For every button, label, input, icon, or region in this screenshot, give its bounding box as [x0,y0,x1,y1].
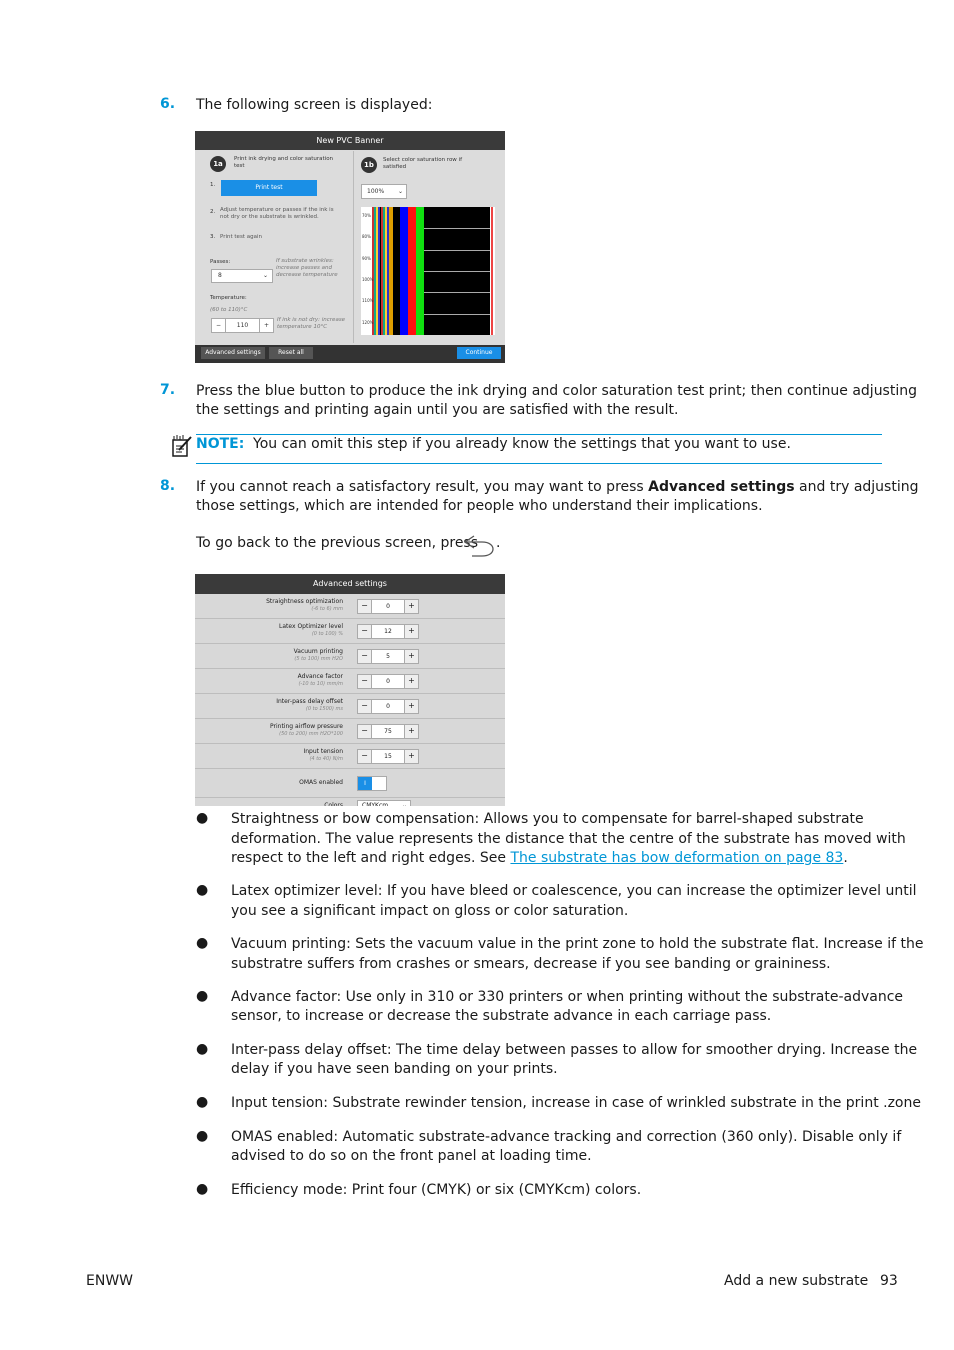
colors-value: CMYKcm [362,802,389,806]
back-arrow-icon [462,532,496,558]
heading-1b: Select color saturation row if satisfied [383,157,463,170]
go-back-period: . [496,535,501,551]
note-pencil-icon [171,434,193,458]
bullet-symbol: ● [196,1181,209,1197]
sub-step-2-number: 2. [210,209,216,215]
bullet-6-line-1: Input tension: Substrate rewinder tension, increase in case of wrinkled substrate in the print .zone [231,1095,921,1111]
setting-range: (-10 to 10) mm/m [298,681,343,687]
saturation-row-label: 110% [362,298,374,304]
bullet-2-line-1: Latex optimizer level: If you have bleed or coalescence, you can increase the optimizer level until [231,883,917,899]
decrement-button[interactable]: − [357,749,372,764]
bullet-symbol: ● [196,988,209,1004]
bullet-5-line-1: Inter-pass delay offset: The time delay between passes to allow for smoother drying. Increase the [231,1042,918,1058]
saturation-row-separator [424,314,490,315]
setting-value-input[interactable]: 15 [371,749,405,764]
advanced-settings-title: Advanced settings [195,574,505,594]
note-label: NOTE: [196,436,245,452]
chevron-down-icon: ⌄ [401,802,407,806]
setting-label: Latex Optimizer level [279,623,343,630]
bullet-symbol: ● [196,935,209,951]
setting-value-input[interactable]: 12 [371,624,405,639]
bullet-symbol: ● [196,810,209,826]
sub-step-2-text: Adjust temperature or passes if the ink is not dry or the substrate is wrinkled. [220,207,334,220]
setting-range: (0 to 100) % [311,631,343,637]
setting-value-input[interactable]: 5 [371,649,405,664]
saturation-row-separator [424,271,490,272]
setting-row [195,594,505,619]
increment-button[interactable]: + [404,624,419,639]
decrement-button[interactable]: − [357,624,372,639]
bullet-3-line-2: substratre suffers from crashes or smears, decrease if you see banding or graininess. [231,956,831,972]
setting-value-input[interactable]: 0 [371,674,405,689]
setting-row [195,669,505,694]
setting-row [195,719,505,744]
bullet-3-line-1: Vacuum printing: Sets the vacuum value in the print zone to hold the substrate flat. Increase if the [231,936,924,952]
bullet-4-line-1: Advance factor: Use only in 310 or 330 printers or when printing without the substrate-advance [231,989,904,1005]
step-7-line-2: the settings and printing again until you are satisfied with the result. [196,402,679,418]
setting-range: (-6 to 6) mm [311,606,343,612]
step-8-line-1 [196,478,918,498]
footer-section-title: Add a new substrate [724,1273,869,1289]
step-number-8: 8. [160,478,176,494]
omas-label: OMAS enabled [299,779,343,786]
decrement-button[interactable]: − [357,649,372,664]
sub-step-1-number: 1. [210,182,216,188]
temperature-decrement-button[interactable]: − [211,318,226,333]
increment-button[interactable]: + [404,599,419,614]
step-number-7: 7. [160,382,176,398]
saturation-value: 100% [367,188,385,195]
bullet-1-line-1: Straightness or bow compensation: Allows you to compensate for barrel-shaped substrate [231,811,864,827]
ink-stripe-blue [400,207,408,335]
chevron-down-icon: ⌄ [262,272,268,279]
bullet-1-line-3-post: . [843,850,848,866]
decrement-button[interactable]: − [357,699,372,714]
step-1a-badge: 1a [210,156,226,172]
increment-button[interactable]: + [404,724,419,739]
saturation-row-label: 70% [362,213,371,218]
setting-row [195,694,505,719]
saturation-row-separator [424,250,490,251]
ink-stripe-black [393,207,400,335]
bullet-8-line-1: Efficiency mode: Print four (CMYK) or six (CMYKcm) colors. [231,1182,642,1198]
step-8-pre: If you cannot reach a satisfactory result, you may want to press [196,479,649,495]
setting-row [195,644,505,669]
setting-row [195,619,505,644]
setting-value-input[interactable]: 0 [371,599,405,614]
decrement-button[interactable]: − [357,724,372,739]
advanced-settings-screenshot [195,574,505,806]
passes-value: 8 [218,272,222,279]
bullet-symbol: ● [196,1128,209,1144]
saturation-row-label: 100% [362,277,374,282]
step-6-text: The following screen is displayed: [196,97,433,113]
go-back-text: To go back to the previous screen, press [196,535,479,551]
ink-stripe-red [408,207,416,335]
step-8-bold: Advanced settings [648,479,795,495]
passes-dropdown[interactable] [211,269,273,283]
ink-edge-line [491,207,493,335]
colors-row [195,800,505,806]
bullet-1-line-3-pre: respect to the left and right edges. See [231,850,511,866]
passes-label: Passes: [210,259,231,265]
temperature-label: Temperature: [210,295,247,301]
setting-label: Printing airflow pressure [270,723,343,730]
temperature-hint: If ink is not dry: increase temperature 10°C [277,317,346,330]
new-pvc-banner-screenshot [195,131,505,363]
bullet-1-line-3 [231,849,848,869]
page-number: 93 [880,1273,898,1289]
passes-hint: If substrate wrinkles: increase passes and decrease temperature [276,258,338,278]
omas-toggle[interactable] [357,776,387,791]
heading-1a: Print ink drying and color saturation test [234,156,334,169]
temperature-range: (60 to 110)°C [210,307,248,313]
column-divider [353,151,354,343]
decrement-button[interactable]: − [357,674,372,689]
saturation-row-separator [424,292,490,293]
omas-row [195,769,505,798]
setting-row [195,744,505,769]
saturation-row-label: 90% [362,255,371,261]
screen-title: New PVC Banner [195,131,505,150]
setting-range: (5 to 100) mm H2O [294,656,343,662]
ink-stripe-mixed [372,207,389,335]
test-print-preview [361,207,495,335]
bullet-symbol: ● [196,882,209,898]
colors-label: Colors [324,802,343,806]
setting-label: Advance factor [297,673,343,680]
saturation-row-separator [424,228,490,229]
step-8-line-2: those settings, which are intended for people who understand their implications. [196,498,763,514]
setting-label: Inter-pass delay offset [276,698,343,705]
sub-step-3-text: Print test again [220,234,262,240]
bullet-5-line-2: delay if you have seen banding on your prints. [231,1061,558,1077]
saturation-row-label: 120% [362,319,374,325]
continue-button[interactable]: Continue [457,347,501,359]
bullet-1-line-2: deformation. The value represents the distance that the centre of the substrate has moved with [231,831,906,847]
increment-button[interactable]: + [404,749,419,764]
step-8-post: and try adjusting [794,479,919,495]
reset-all-button[interactable]: Reset all [269,347,313,359]
sub-step-3-number: 3. [210,234,216,240]
setting-value-input[interactable]: 0 [371,699,405,714]
setting-range: (0 to 1500) ms [305,706,343,712]
bullet-7-line-2: advised to do so on the front panel at loading time. [231,1148,592,1164]
increment-button[interactable]: + [404,674,419,689]
saturation-row-label: 80% [362,234,371,240]
bullet-2-line-2: you see a significant impact on gloss or color saturation. [231,903,629,919]
advanced-settings-button[interactable]: Advanced settings [201,347,265,359]
step-number-6: 6. [160,96,176,112]
increment-button[interactable]: + [404,699,419,714]
setting-range: (50 to 200) mm H2O*100 [279,731,343,737]
decrement-button[interactable]: − [357,599,372,614]
bullet-symbol: ● [196,1041,209,1057]
setting-label: Vacuum printing [293,648,343,655]
note-text: You can omit this step if you already know the settings that you want to use. [253,436,791,452]
setting-label: Input tension [303,748,343,755]
bullet-symbol: ● [196,1094,209,1110]
saturation-dropdown[interactable] [361,184,407,199]
note-bottom-rule [196,463,882,464]
footer-left: ENWW [86,1273,134,1289]
colors-dropdown[interactable] [357,800,411,806]
temperature-increment-button[interactable]: + [259,318,274,333]
chevron-down-icon: ⌄ [397,188,403,195]
bow-deformation-link[interactable]: The substrate has bow deformation on page 83 [510,850,844,866]
ink-stripe-green [416,207,424,335]
toggle-on-indicator: I [358,777,372,790]
increment-button[interactable]: + [404,649,419,664]
temperature-input[interactable]: 110 [225,318,260,333]
setting-value-input[interactable]: 75 [371,724,405,739]
print-test-button[interactable]: Print test [221,180,317,196]
bullet-4-line-2: sensor, to increase or decrease the substrate advance in each carriage pass. [231,1008,772,1024]
step-7-line-1: Press the blue button to produce the ink drying and color saturation test print; then continue adjusting [196,383,917,399]
setting-label: Straightness optimization [266,598,343,605]
setting-range: (4 to 40) N/m [309,756,343,762]
step-1b-badge: 1b [361,157,377,173]
bullet-7-line-1: OMAS enabled: Automatic substrate-advance tracking and correction (360 only). Disable only if [231,1129,902,1145]
